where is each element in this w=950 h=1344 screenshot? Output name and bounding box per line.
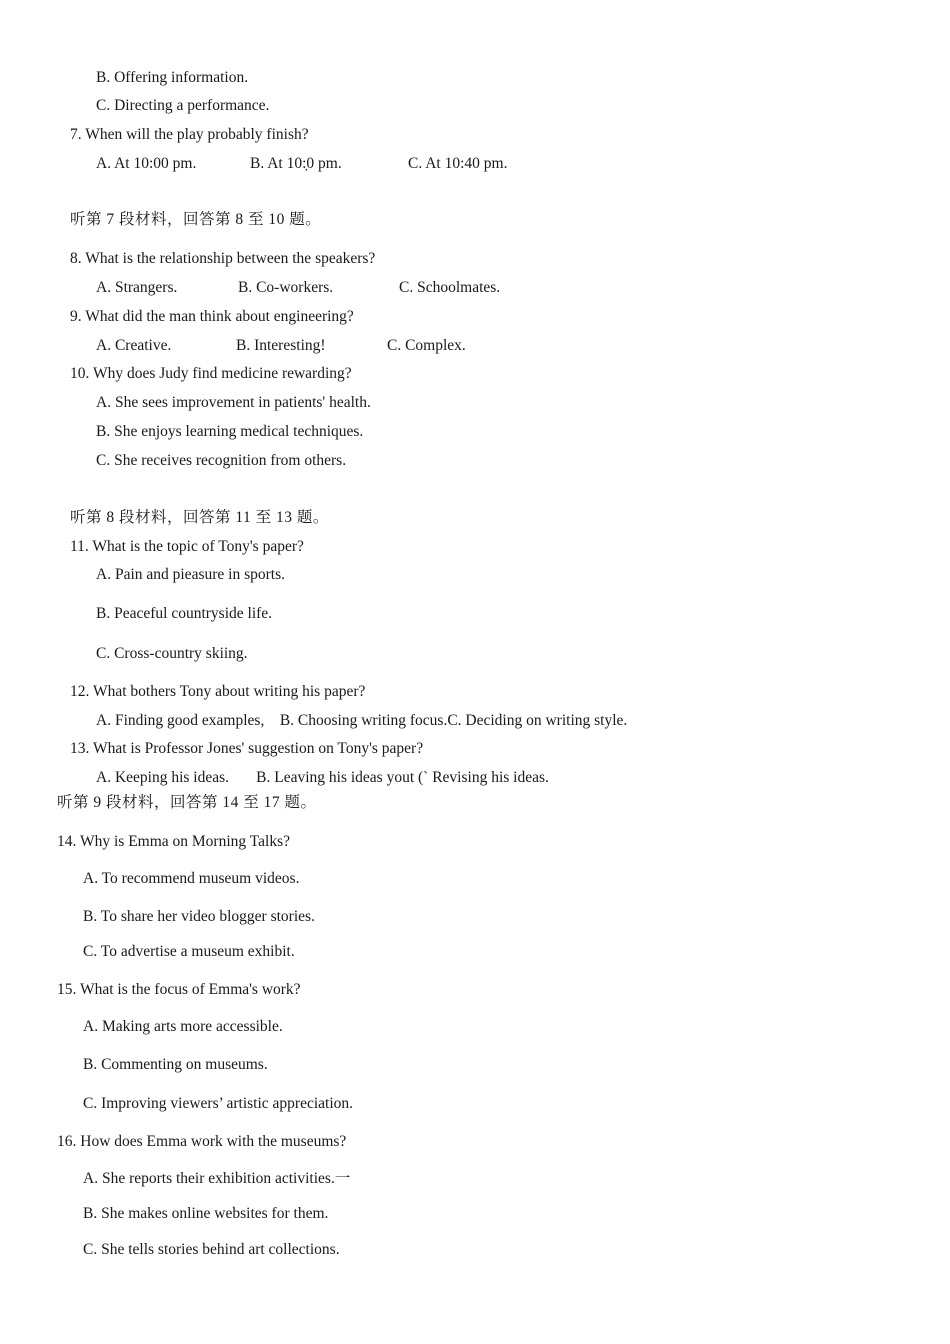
option-11c: C. Cross-country skiing. (96, 645, 248, 662)
question-7: 7. When will the play probably finish? (70, 126, 309, 143)
option-10c: C. She receives recognition from others. (96, 452, 347, 469)
question-13: 13. What is Professor Jones' suggestion on Tony's paper? (70, 740, 424, 757)
question-8: 8. What is the relationship between the speakers? (70, 250, 376, 267)
option-15c: C. Improving viewers’ artistic appreciation. (83, 1095, 354, 1112)
option-10b: B. She enjoys learning medical techniques. (96, 423, 364, 440)
option-8a: A. Strangers. (96, 279, 178, 296)
question-11: 11. What is the topic of Tony's paper? (70, 538, 304, 555)
option-11a: A. Pain and pieasure in sports. (96, 566, 285, 583)
options-13: A. Keeping his ideas. B. Leaving his ideas yout (` Revising his ideas. (96, 769, 549, 786)
option-11b: B. Peaceful countryside life. (96, 605, 273, 622)
option-14b: B. To share her video blogger stories. (83, 908, 315, 925)
option-15a: A. Making arts more accessible. (83, 1018, 283, 1035)
option-6c: C. Directing a performance. (96, 97, 270, 114)
option-14a: A. To recommend museum videos. (83, 870, 300, 887)
option-15b: B. Commenting on museums. (83, 1056, 268, 1073)
question-9: 9. What did the man think about engineering? (70, 308, 354, 325)
option-8c: C. Schoolmates. (399, 279, 501, 296)
question-16: 16. How does Emma work with the museums? (57, 1133, 347, 1150)
question-14: 14. Why is Emma on Morning Talks? (57, 833, 290, 850)
option-16b: B. She makes online websites for them. (83, 1205, 329, 1222)
option-9c: C. Complex. (387, 337, 466, 354)
option-9b: B. Interesting! (236, 337, 326, 354)
option-10a: A. She sees improvement in patients' health. (96, 394, 371, 411)
option-14c: C. To advertise a museum exhibit. (83, 943, 295, 960)
option-8b: B. Co-workers. (238, 279, 334, 296)
option-16c: C. She tells stories behind art collections. (83, 1241, 340, 1258)
section-7-heading: 听第 7 段材料，回答第 8 至 10 题。 (70, 211, 322, 228)
question-12: 12. What bothers Tony about writing his paper? (70, 683, 366, 700)
section-8-heading: 听第 8 段材料，回答第 11 至 13 题。 (70, 509, 329, 526)
option-16a: A. She reports their exhibition activities.一 (83, 1170, 351, 1187)
option-7a: A. At 10:00 pm. (96, 155, 197, 172)
option-6b: B. Offering information. (96, 69, 249, 86)
question-15: 15. What is the focus of Emma's work? (57, 981, 301, 998)
options-12: A. Finding good examples, B. Choosing writing focus.C. Deciding on writing style. (96, 712, 628, 729)
option-9a: A. Creative. (96, 337, 172, 354)
option-7c: C. At 10:40 pm. (408, 155, 508, 172)
question-10: 10. Why does Judy find medicine rewarding? (70, 365, 352, 382)
option-7b: B. At 10:̣0 pm. (250, 155, 342, 172)
section-9-heading: 听第 9 段材料，回答第 14 至 17 题。 (57, 794, 317, 811)
